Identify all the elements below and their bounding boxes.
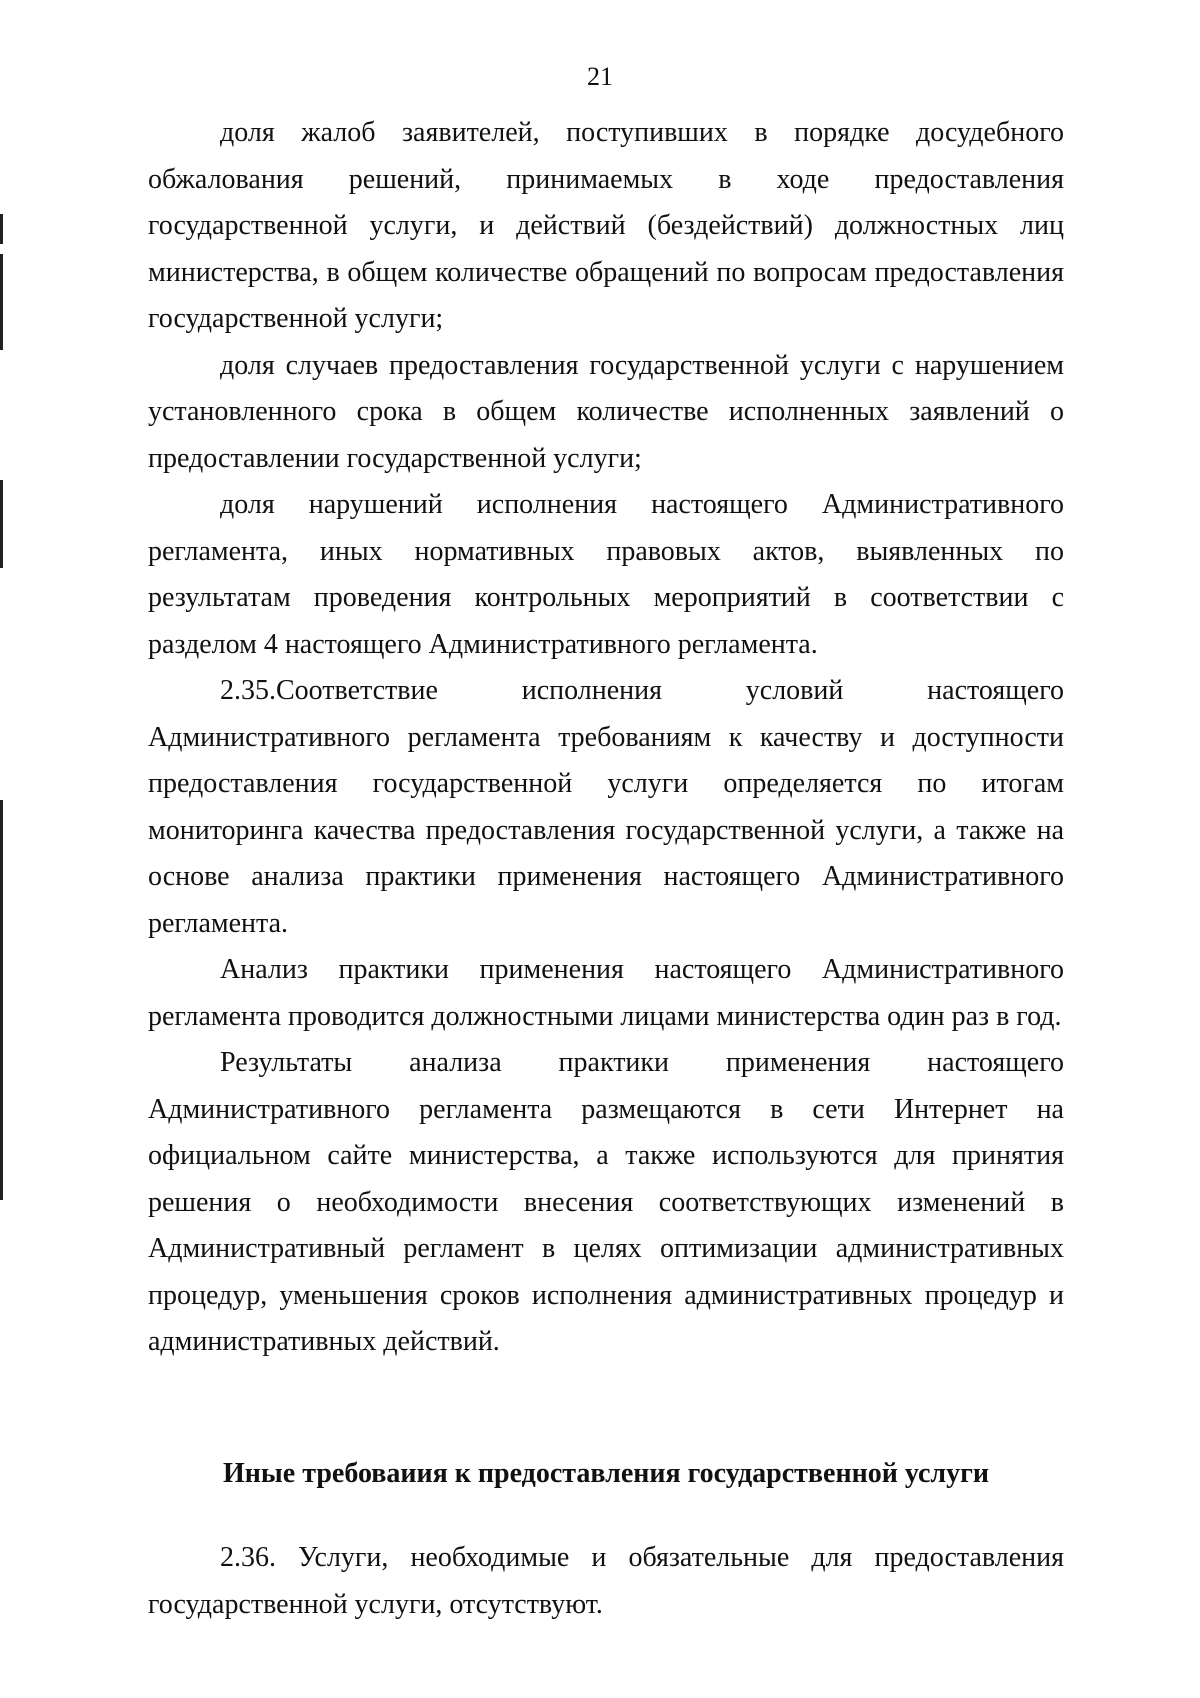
paragraph: 2.35.Соответствие исполнения условий настоящего Административного регламента требованиям к качеству и доступности предоставления государственной услуги определяется по итогам мониторинга качества предоставления государственной услуги, а также на основе анализа практики применения настоящего Административного регламента. bbox=[148, 675, 1064, 939]
paragraph: доля случаев предоставления государственной услуги с нарушением установленного срока в общем количестве исполненных заявлений о предоставлении государственной услуги; bbox=[148, 349, 1064, 474]
scan-edge-mark bbox=[0, 480, 3, 568]
paragraph: Результаты анализа практики применения настоящего Административного регламента размещаются в сети Интернет на официальном сайте министерства, а также используются для принятия решения о необходимости внесения соответствующих изменений в Административный регламент в целях оптимизации административных процедур, уменьшения сроков исполнения административных процедур и административных действий. bbox=[148, 1047, 1064, 1357]
scan-edge-mark bbox=[0, 254, 3, 350]
paragraph: 2.36. Услуги, необходимые и обязательные для предоставления государственной услуги, отсутствуют. bbox=[148, 1542, 1064, 1620]
final-text bbox=[148, 1535, 1064, 1628]
scan-edge-mark bbox=[0, 214, 3, 244]
paragraph: доля нарушений исполнения настоящего Административного регламента, иных нормативных правовых актов, выявленных по результатам проведения контрольных мероприятий в соответствии с разделом 4 настоящего Административного регламента. bbox=[148, 489, 1064, 660]
paragraph: доля жалоб заявителей, поступивших в порядке досудебного обжалования решений, принимаемых в ходе предоставления государственной услуги, и действий (бездействий) должностных лиц министерства, в общем количестве обращений по вопросам предоставления государственной услуги; bbox=[148, 117, 1064, 334]
page-number: 21 bbox=[587, 62, 613, 91]
paragraph: Анализ практики применения настоящего Административного регламента проводится должностными лицами министерства один раз в год. bbox=[148, 954, 1064, 1032]
section-heading: Иные требоваиия к предоставления государственной услуги bbox=[223, 1458, 989, 1489]
scan-edge-mark bbox=[0, 800, 3, 1200]
body-text bbox=[148, 110, 1064, 1366]
